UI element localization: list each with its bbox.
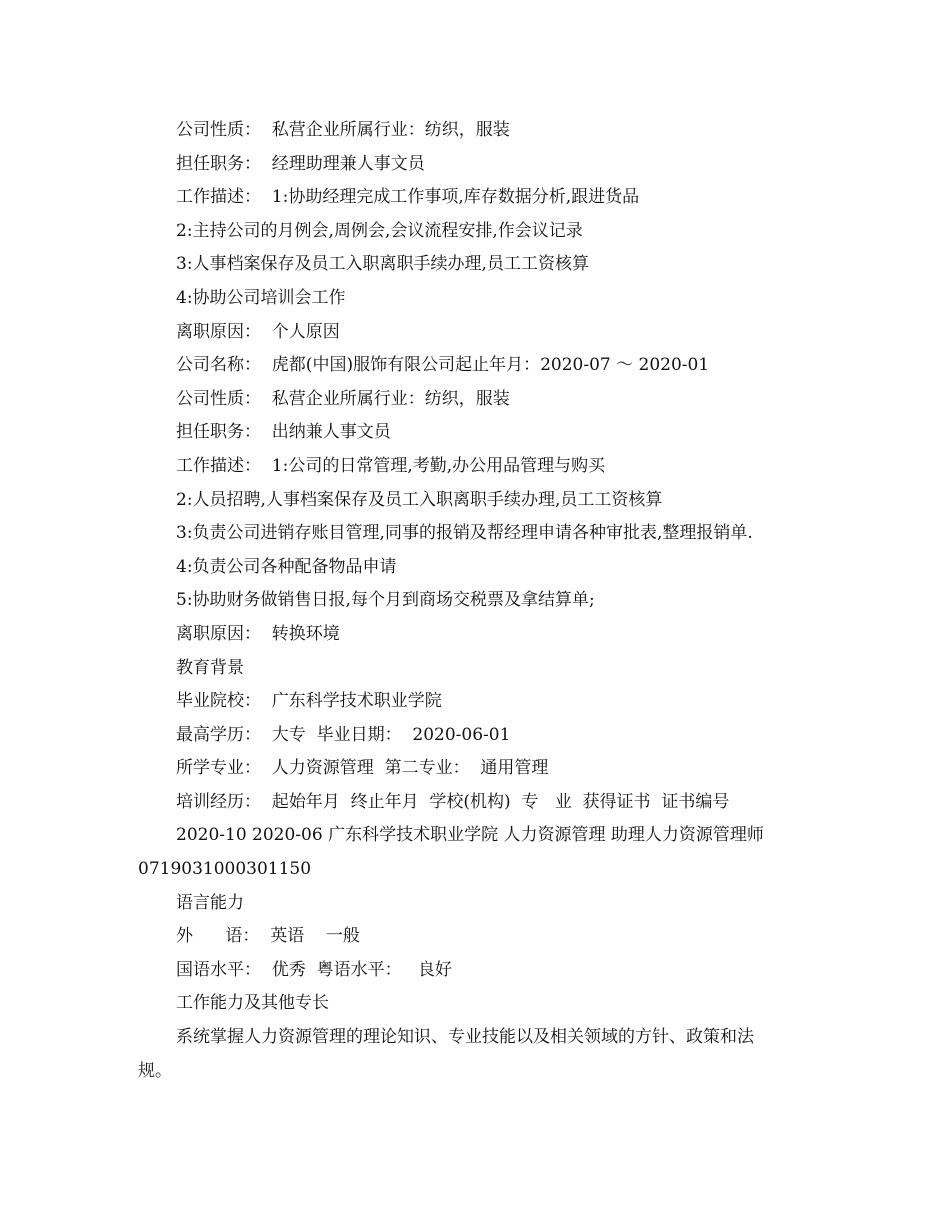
job-description-item: 5:协助财务做销售日报,每个月到商场交税票及拿结算单; [176,590,595,611]
language-heading: 语言能力 [176,892,244,913]
school-line: 毕业院校： 广东科学技术职业学院 [176,691,442,712]
company-nature-line: 公司性质： 私营企业所属行业：纺织，服装 [176,388,510,409]
position-line: 担任职务： 经理助理兼人事文员 [176,153,425,174]
job-description-item: 3:负责公司进销存账目管理,同事的报销及帮经理申请各种审批表,整理报销单. [176,523,753,544]
dialect-level-line: 国语水平： 优秀 粤语水平： 良好 [176,959,452,980]
foreign-language-line: 外 语： 英语 一般 [176,926,360,947]
job-description-item: 4:协助公司培训会工作 [176,287,346,308]
training-header-line: 培训经历： 起始年月 终止年月 学校(机构) 专 业 获得证书 证书编号 [176,791,730,812]
job-description-item: 2:主持公司的月例会,周例会,会议流程安排,作会议记录 [176,220,583,241]
degree-line: 最高学历： 大专 毕业日期： 2020-06-01 [176,724,511,745]
major-line: 所学专业： 人力资源管理 第二专业： 通用管理 [176,758,549,779]
skills-paragraph-line: 系统掌握人力资源管理的理论知识、专业技能以及相关领域的方针、政策和法 [176,1027,754,1048]
company-name-line: 公司名称： 虎都(中国)服饰有限公司起止年月：2020-07 ～ 2020-01 [176,355,710,376]
job-description-item: 4:负责公司各种配备物品申请 [176,556,397,577]
certificate-number-line: 0719031000301150 [138,859,312,880]
skills-paragraph-line: 规。 [138,1060,172,1081]
job-description-item: 3:人事档案保存及员工入职离职手续办理,员工工资核算 [176,254,589,275]
job-description-item: 2:人员招聘,人事档案保存及员工入职离职手续办理,员工工资核算 [176,489,663,510]
job-description-line: 工作描述： 1:协助经理完成工作事项,库存数据分析,跟进货品 [176,187,640,208]
job-description-line: 工作描述： 1:公司的日常管理,考勤,办公用品管理与购买 [176,455,606,476]
leave-reason-line: 离职原因： 转换环境 [176,623,340,644]
resume-body [0,114,950,1088]
leave-reason-line: 离职原因： 个人原因 [176,321,340,342]
training-record-line: 2020-10 2020-06 广东科学技术职业学院 人力资源管理 助理人力资源管理师 [176,825,764,846]
education-heading: 教育背景 [176,657,244,678]
position-line: 担任职务： 出纳兼人事文员 [176,422,391,443]
skills-heading: 工作能力及其他专长 [176,993,329,1014]
company-nature-line: 公司性质： 私营企业所属行业：纺织，服装 [176,120,510,140]
